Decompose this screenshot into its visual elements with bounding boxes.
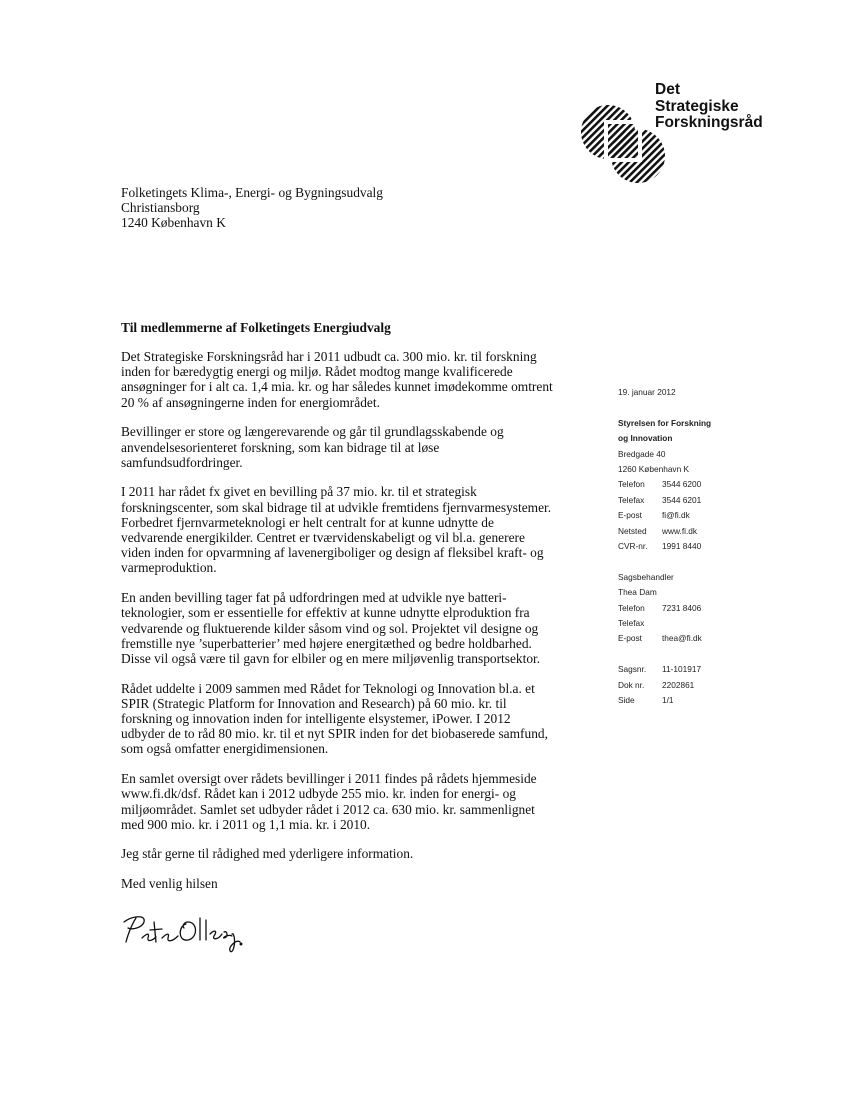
spacer — [618, 554, 818, 569]
letter-date: 19. januar 2012 — [618, 387, 676, 397]
text-line: samfundsudfordringer. — [121, 454, 243, 470]
text-line: som også omfatter energidimensionen. — [121, 741, 329, 757]
text-line: udbyder de to råd 80 mio. kr. til et nyt SPIR inden for det biobaserede samfund, — [121, 726, 548, 742]
address-line: Folketingets Klima-, Energi- og Bygningsudvalg — [121, 185, 383, 200]
case-contact-row — [618, 616, 818, 631]
text-line: Jeg står gerne til rådighed med yderligere information. — [121, 846, 414, 862]
text-line: anvendelsesorienteret forskning, som kan bidrage til at løse — [121, 439, 440, 455]
text-line: vedvarende energikilder. Centret er tværvidenskabeligt og vil bl.a. generere — [121, 530, 525, 546]
contact-label: CVR-nr. — [618, 541, 648, 552]
reference-row — [618, 662, 818, 677]
contact-label: Telefax — [618, 618, 645, 629]
text-line: viden inden for opvarmning af lavenergiboliger og design af fleksibel kraft- og — [121, 545, 544, 561]
text-line: Bevillinger er store og længerevarende og går til grundlagsskabende og — [121, 424, 504, 440]
logo-line-3: Forskningsråd — [655, 114, 763, 131]
contact-row — [618, 508, 818, 523]
paragraph — [121, 349, 591, 410]
text-line: I 2011 har rådet fx givet en bevilling på 37 mio. kr. til et strategisk — [121, 484, 477, 500]
spacer — [618, 400, 818, 415]
contact-label: E-post — [618, 510, 642, 521]
spacer — [618, 647, 818, 662]
letter-body — [121, 349, 591, 906]
sidebar-info — [618, 385, 818, 708]
reference-label: Dok nr. — [618, 679, 645, 690]
contact-label: E-post — [618, 633, 642, 644]
text-line: teknologier, som er essentielle for effektiv at kunne udnytte elproduktion fra — [121, 605, 530, 621]
reference-label: Side — [618, 695, 635, 706]
text-line: En anden bevilling tager fat på udfordringen med at udvikle nye batteri- — [121, 590, 507, 606]
text-line: Det Strategiske Forskningsråd har i 2011 udbudt ca. 300 mio. kr. til forskning — [121, 349, 537, 364]
text-line: vedvarende og fluktuerende kilder såsom vind og sol. Projektet vil designe og — [121, 620, 539, 636]
text-line: varmeproduktion. — [121, 560, 217, 576]
org-street: Bredgade 40 — [618, 448, 666, 459]
contact-label: Telefax — [618, 494, 645, 505]
org-name-line-2: og Innovation — [618, 433, 673, 444]
contact-value: 7231 8406 — [662, 602, 702, 613]
text-line: En samlet oversigt over rådets bevillinger i 2011 findes på rådets hjemmeside — [121, 771, 537, 787]
contact-row — [618, 493, 818, 508]
text-line: miljøområdet. Samlet set udbyder rådet i 2012 ca. 630 mio. kr. sammenlignet — [121, 801, 535, 817]
reference-row — [618, 678, 818, 693]
case-handler-title: Sagsbehandler — [618, 571, 674, 582]
reference-label: Sagsnr. — [618, 664, 647, 675]
text-line: inden for bæredygtig energi og miljø. Rådet modtog mange kvalificerede — [121, 364, 513, 380]
closing — [121, 876, 591, 891]
case-contact-row — [618, 631, 818, 646]
text-line: ansøgninger for i alt ca. 1,4 mia. kr. og har således kunnet imødekomme omtrent — [121, 379, 553, 395]
text-line: Disse vil også være til gavn for elbiler og en mere miljøvenlig transportsektor. — [121, 650, 541, 666]
logo-wordmark — [655, 82, 763, 132]
text-line: med 900 mio. kr. i 2011 og 1,1 mia. kr. i 2010. — [121, 816, 371, 832]
address-line: 1240 København K — [121, 215, 226, 231]
text-line: forskning og innovation inden for intelligente elsystemer, iPower. I 2012 — [121, 711, 511, 727]
contact-value: 3544 6201 — [662, 494, 702, 505]
recipient-address — [121, 185, 383, 231]
text-line: Forbedret fjernvarmeteknologi er helt centralt for at kunne udnytte de — [121, 514, 494, 530]
reference-value: 11-101917 — [662, 664, 702, 675]
contact-label: Netsted — [618, 525, 647, 536]
contact-row — [618, 524, 818, 539]
signature — [120, 912, 244, 956]
paragraph — [121, 771, 591, 832]
contact-label: Telefon — [618, 602, 645, 613]
paragraph — [121, 424, 591, 470]
reference-row — [618, 693, 818, 708]
text-line: fremstille nye ’superbatterier’ med højere energitæthed og bedre holdbarhed. — [121, 635, 532, 651]
case-contact-row — [618, 601, 818, 616]
reference-value: 1/1 — [662, 695, 674, 706]
logo-line-2: Strategiske — [655, 97, 739, 115]
text-line: Med venlig hilsen — [121, 876, 218, 892]
text-line: 20 % af ansøgningerne inden for energiområdet. — [121, 394, 380, 410]
contact-row — [618, 539, 818, 554]
org-name-line-1: Styrelsen for Forskning — [618, 417, 712, 428]
paragraph — [121, 681, 591, 757]
logo-line-1: Det — [655, 81, 680, 98]
paragraph — [121, 484, 591, 575]
contact-value: 1991 8440 — [662, 541, 702, 552]
case-handler-name: Thea Dam — [618, 587, 657, 598]
text-line: SPIR (Strategic Platform for Innovation and Research) på 60 mio. kr. til — [121, 695, 507, 711]
paragraph — [121, 590, 591, 666]
paragraph — [121, 846, 591, 861]
letter-heading: Til medlemmerne af Folketingets Energiudvalg — [121, 320, 391, 335]
contact-value: 3544 6200 — [662, 479, 702, 490]
contact-row — [618, 477, 818, 492]
org-city: 1260 København K — [618, 464, 690, 475]
contact-value: www.fi.dk — [662, 525, 698, 536]
text-line: forskningscenter, som skal bidrage til at udvikle fremtidens fjernvarmesystemer. — [121, 499, 552, 515]
address-line: Christiansborg — [121, 200, 200, 216]
contact-value: thea@fi.dk — [662, 633, 702, 644]
reference-value: 2202861 — [662, 679, 695, 690]
contact-label: Telefon — [618, 479, 645, 490]
contact-value: fi@fi.dk — [662, 510, 690, 521]
text-line: www.fi.dk/dsf. Rådet kan i 2012 udbyde 255 mio. kr. inden for energi- og — [121, 786, 516, 802]
text-line: Rådet uddelte i 2009 sammen med Rådet for Teknologi og Innovation bl.a. et — [121, 680, 535, 696]
